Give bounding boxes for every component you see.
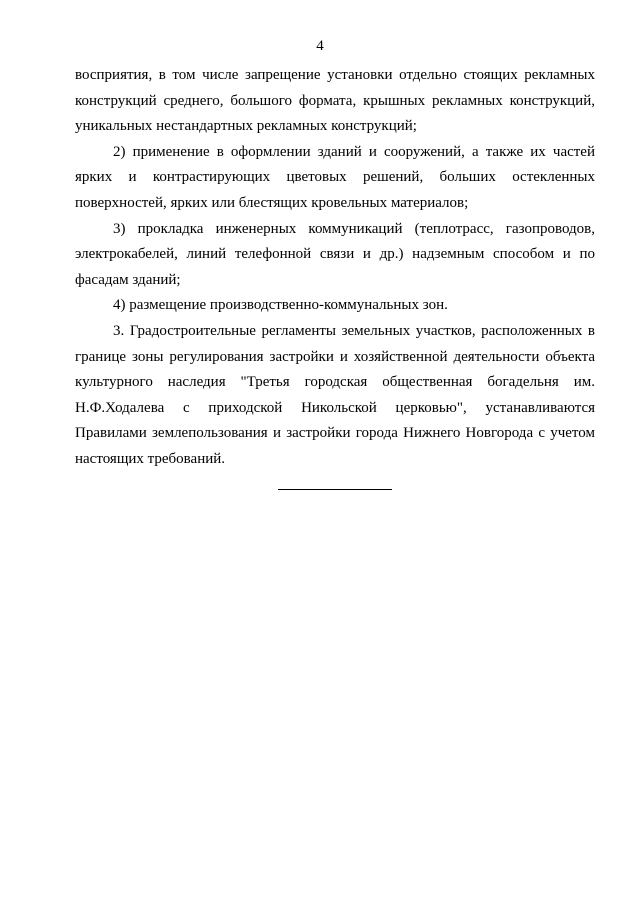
paragraph-item-2: 2) применение в оформлении зданий и сооружений, а также их частей ярких и контрастирующих цветовых решений, больших остекленных поверхностей, ярких или блестящих кровельных материалов;	[75, 143, 595, 211]
end-of-text-rule	[278, 489, 392, 490]
paragraph-item-3: 3) прокладка инженерных коммуникаций (теплотрасс, газопроводов, электрокабелей, линий телефонной связи и др.) надземным способом и по фасадам зданий;	[75, 220, 595, 288]
paragraph-section-3: 3. Градостроительные регламенты земельных участков, расположенных в границе зоны регулирования застройки и хозяйственной деятельности объекта культурного наследия "Третья городская общественная богадельня им. Н.Ф.Ходалева с приходской Никольской церковью", устанавливаются Правилами землепользования и застройки города Нижнего Новгорода с учетом настоящих требований.	[75, 322, 595, 467]
document-body	[75, 63, 595, 473]
paragraph-item-4: 4) размещение производственно-коммунальных зон.	[113, 297, 448, 314]
page-number: 4	[316, 38, 324, 54]
paragraph-continuation: восприятия, в том числе запрещение установки отдельно стоящих рекламных конструкций среднего, большого формата, крышных рекламных конструкций, уникальных нестандартных рекламных конструкций;	[75, 67, 595, 135]
